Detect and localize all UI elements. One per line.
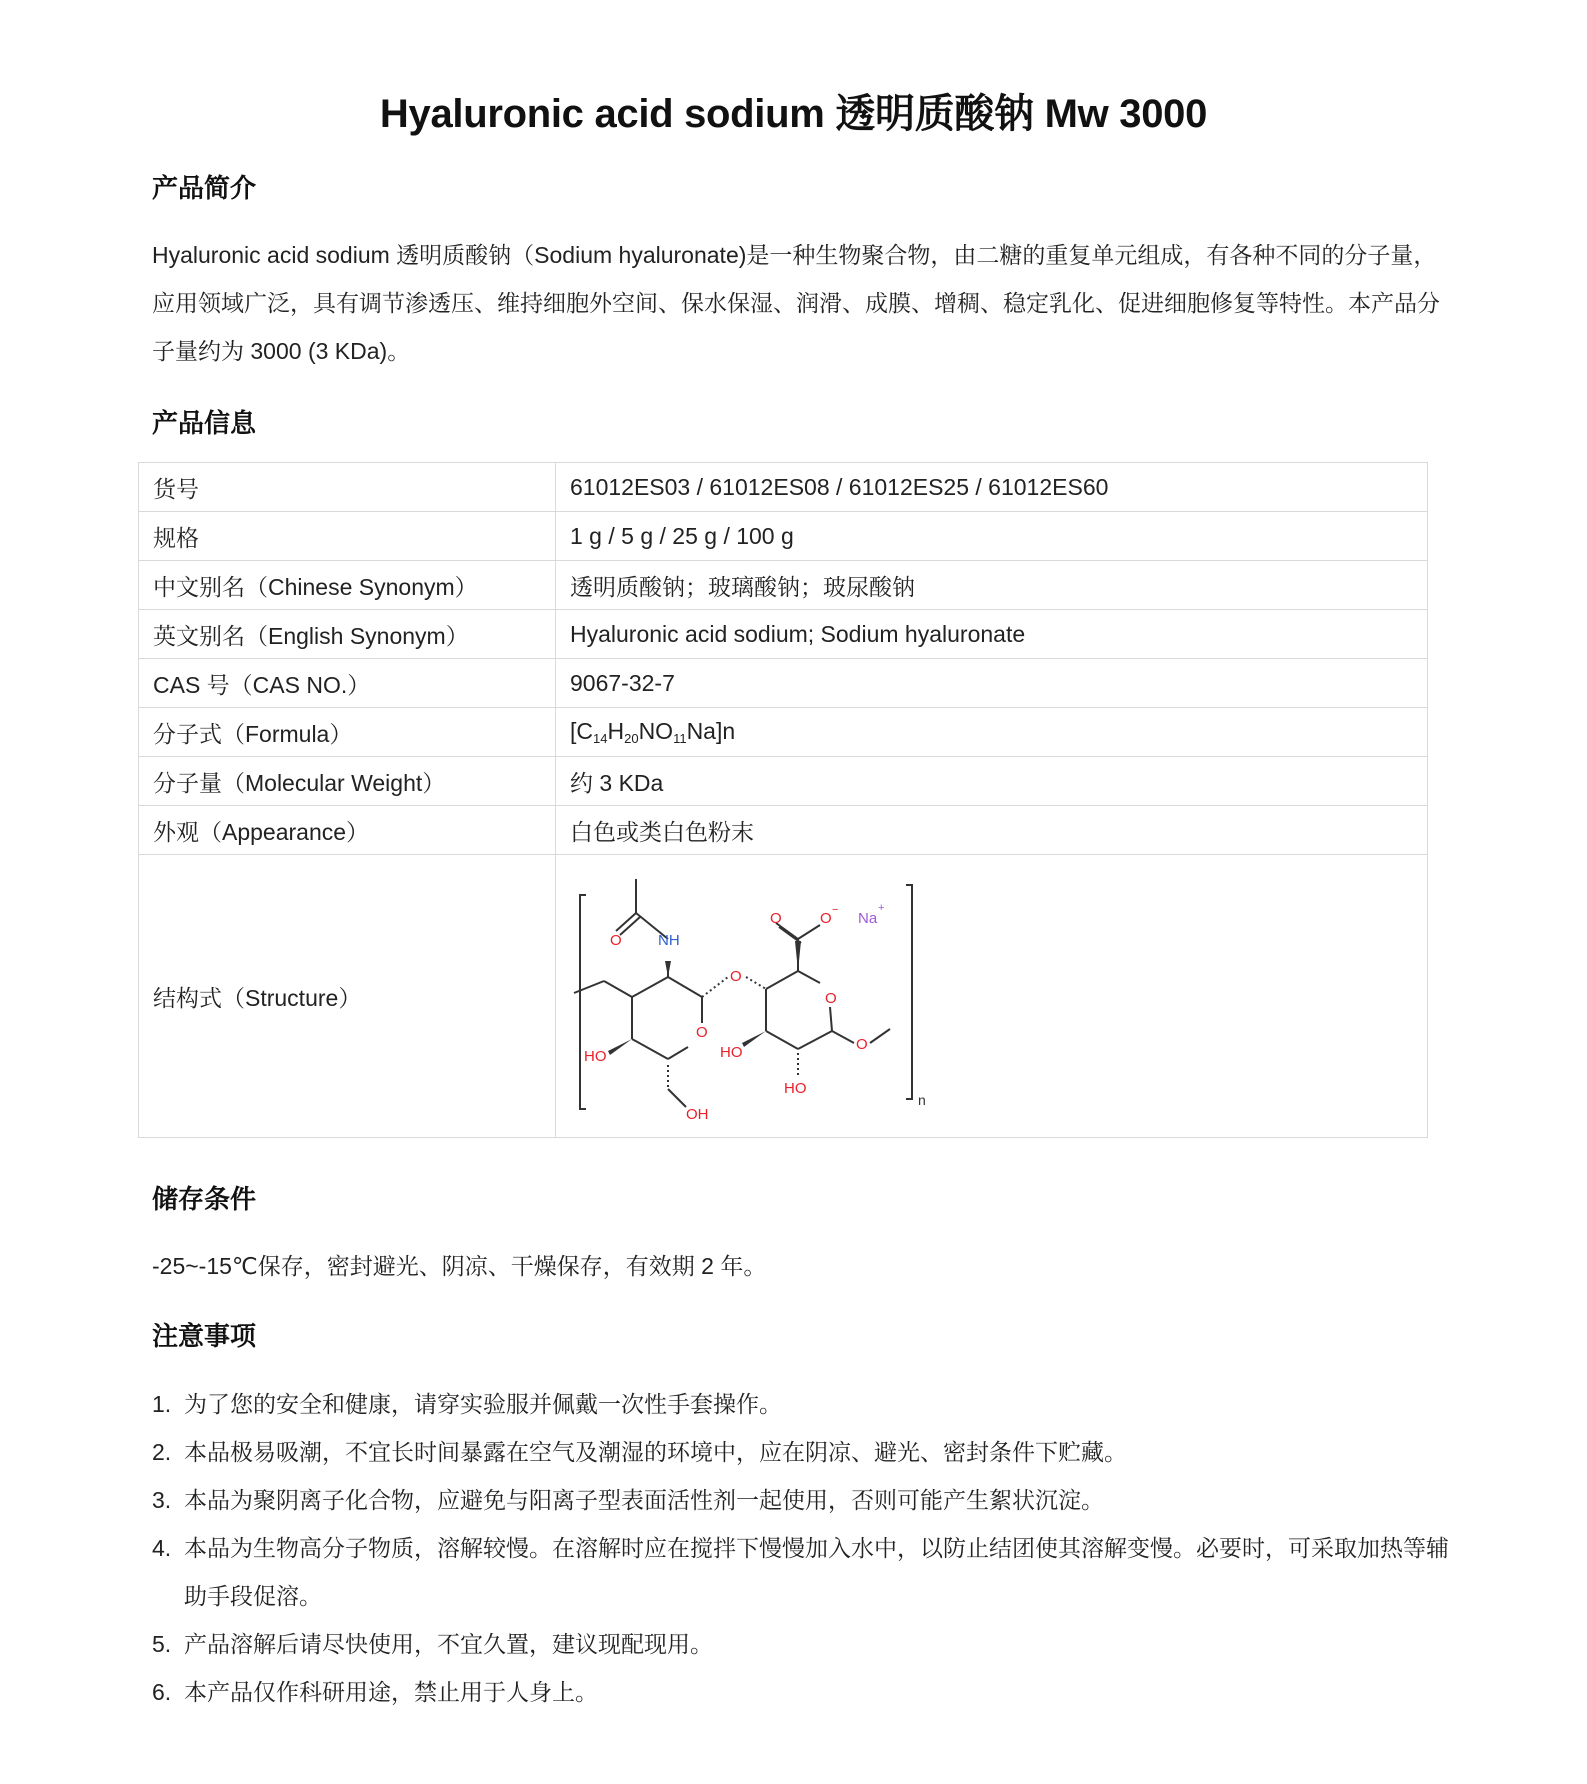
- structure-diagram: [570, 861, 930, 1131]
- atom-label-o: O: [610, 932, 622, 949]
- atom-label-nh: NH: [658, 932, 680, 949]
- list-item: [152, 1524, 1452, 1620]
- list-item: [152, 1380, 1452, 1428]
- row-value: 约 3 KDa: [556, 757, 1428, 806]
- intro-heading: 产品简介: [152, 173, 257, 203]
- atom-label-na: Na: [858, 910, 878, 927]
- formula-subscript: 11: [673, 731, 687, 746]
- wedge-bond: [608, 1039, 632, 1055]
- intro-paragraph: Hyaluronic acid sodium 透明质酸钠（Sodium hyaluronate)是一种生物聚合物，由二糖的重复单元组成，有各种不同的分子量，应用领域广泛，具有调节渗透压、维持细胞外空间、保水保湿、润滑、成膜、增稠、稳定乳化、促进细胞修复等特性。本产品分子量约为 3000 (3 KDa)。: [152, 242, 1440, 364]
- row-label: 分子式（Formula）: [139, 708, 556, 757]
- table-row: [139, 708, 1428, 757]
- charge-plus: +: [878, 902, 885, 914]
- list-number: 5.: [152, 1631, 172, 1657]
- list-number: 1.: [152, 1391, 172, 1417]
- atom-label-ho: HO: [720, 1044, 743, 1061]
- list-text: 本产品仅作科研用途，禁止用于人身上。: [184, 1679, 598, 1705]
- atom-label-o-link: O: [730, 968, 742, 985]
- atom-label-oh: OH: [686, 1106, 709, 1123]
- list-number: 6.: [152, 1679, 172, 1705]
- list-text: 本品极易吸潮，不宜长时间暴露在空气及潮湿的环境中，应在阴凉、避光、密封条件下贮藏。: [184, 1439, 1127, 1465]
- atom-label-o-ring: O: [825, 990, 837, 1007]
- list-number: 4.: [152, 1535, 172, 1561]
- row-label: 英文别名（English Synonym）: [139, 610, 556, 659]
- storage-heading: 储存条件: [152, 1184, 257, 1214]
- atom-label-o-end: O: [856, 1036, 868, 1053]
- row-value: Hyaluronic acid sodium; Sodium hyaluronate: [556, 610, 1428, 659]
- row-label: 结构式（Structure）: [139, 855, 556, 1138]
- structure-cell: [556, 855, 1428, 1138]
- formula-value: [556, 708, 1428, 757]
- wedge-bond: [795, 941, 801, 971]
- info-heading: 产品信息: [152, 408, 257, 438]
- row-value: 9067-32-7: [556, 659, 1428, 708]
- storage-text: -25~-15℃保存，密封避光、阴凉、干燥保存，有效期 2 年。: [152, 1253, 767, 1279]
- formula-part: H: [607, 718, 625, 744]
- atom-label-o-minus: O: [820, 910, 832, 927]
- row-label: 分子量（Molecular Weight）: [139, 757, 556, 806]
- row-value: 透明质酸钠；玻璃酸钠；玻尿酸钠: [556, 561, 1428, 610]
- table-row: [139, 561, 1428, 610]
- table-row: [139, 659, 1428, 708]
- atom-label-o: O: [770, 910, 782, 927]
- formula-subscript: 14: [593, 731, 608, 746]
- formula-part: NO: [638, 718, 674, 744]
- row-value: 白色或类白色粉末: [556, 806, 1428, 855]
- list-text: 本品为生物高分子物质，溶解较慢。在溶解时应在搅拌下慢慢加入水中，以防止结团使其溶解变慢。必要时，可采取加热等辅助手段促溶。: [184, 1535, 1449, 1609]
- table-row: [139, 463, 1428, 512]
- atom-label-o-ring: O: [696, 1024, 708, 1041]
- notes-heading: 注意事项: [152, 1321, 257, 1351]
- table-row: [139, 855, 1428, 1138]
- row-label: 规格: [139, 512, 556, 561]
- row-label: 货号: [139, 463, 556, 512]
- list-text: 本品为聚阴离子化合物，应避免与阳离子型表面活性剂一起使用，否则可能产生絮状沉淀。: [184, 1487, 1104, 1513]
- atom-label-ho: HO: [784, 1080, 807, 1097]
- wedge-bond: [742, 1031, 766, 1047]
- formula-part: [C: [570, 718, 593, 744]
- row-label: 外观（Appearance）: [139, 806, 556, 855]
- notes-list: [152, 1380, 1452, 1716]
- list-number: 2.: [152, 1439, 172, 1465]
- table-row: [139, 806, 1428, 855]
- list-item: [152, 1428, 1452, 1476]
- product-info-table: [138, 462, 1428, 1138]
- table-row: [139, 512, 1428, 561]
- table-row: [139, 757, 1428, 806]
- formula-subscript: 20: [624, 731, 639, 746]
- row-label: CAS 号（CAS NO.）: [139, 659, 556, 708]
- row-value: 61012ES03 / 61012ES08 / 61012ES25 / 61012ES60: [556, 463, 1428, 512]
- row-label: 中文别名（Chinese Synonym）: [139, 561, 556, 610]
- formula-part: Na]n: [686, 718, 736, 744]
- charge-minus: −: [832, 904, 839, 916]
- list-number: 3.: [152, 1487, 172, 1513]
- wedge-bond: [665, 961, 671, 977]
- list-item: [152, 1476, 1452, 1524]
- page-title: Hyaluronic acid sodium 透明质酸钠 Mw 3000: [379, 92, 1208, 136]
- atom-label-ho: HO: [584, 1048, 607, 1065]
- list-text: 产品溶解后请尽快使用，不宜久置，建议现配现用。: [184, 1631, 713, 1657]
- list-item: [152, 1668, 1452, 1716]
- repeat-unit-n: n: [918, 1092, 926, 1108]
- table-row: [139, 610, 1428, 659]
- list-item: [152, 1620, 1452, 1668]
- list-text: 为了您的安全和健康，请穿实验服并佩戴一次性手套操作。: [184, 1391, 782, 1417]
- row-value: 1 g / 5 g / 25 g / 100 g: [556, 512, 1428, 561]
